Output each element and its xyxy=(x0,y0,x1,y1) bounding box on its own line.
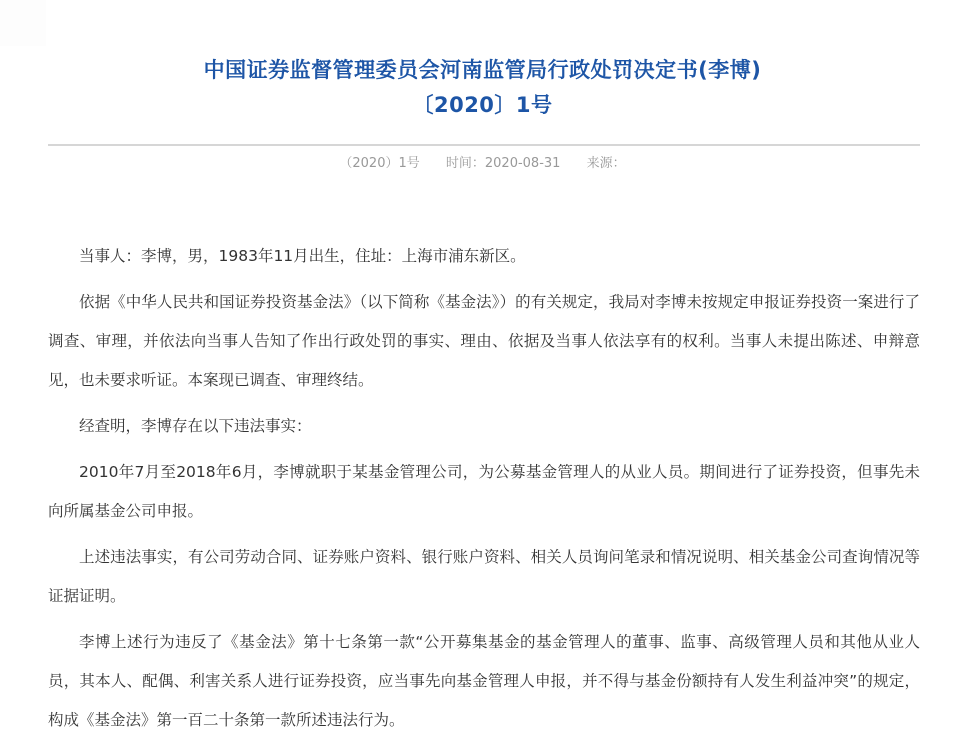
meta-publish-time: 时间：2020-08-31 xyxy=(445,156,561,171)
document-number-title: 〔2020〕1号 xyxy=(412,93,553,117)
paragraph-findings-intro: 经查明，李博存在以下违法事实： xyxy=(79,417,312,435)
document-meta xyxy=(0,155,965,173)
document-header xyxy=(0,0,965,123)
meta-source: 来源： xyxy=(586,156,626,171)
paragraph-legal-conclusion: 李博上述行为违反了《基金法》第十七条第一款“公开募集基金的基金管理人的董事、监事、高级管理人员和其他从业人员，其本人、配偶、利害关系人进行证券投资，应当事先向基金管理人申报，并不得与基金份额持有人发生利益冲突”的规定，构成《基金法》第一百二十条第一款所述违法行为。 xyxy=(48,633,920,729)
paragraph-evidence: 上述违法事实，有公司劳动合同、证券账户资料、银行账户资料、相关人员询问笔录和情况说明、相关基金公司查询情况等证据证明。 xyxy=(48,548,920,605)
paragraph-legal-basis: 依据《中华人民共和国证券投资基金法》（以下简称《基金法》）的有关规定，我局对李博未按规定申报证券投资一案进行了调查、审理，并依法向当事人告知了作出行政处罚的事实、理由、依据及当事人依法享有的权利。当事人未提出陈述、申辩意见，也未要求听证。本案现已调查、审理终结。 xyxy=(48,293,920,389)
paragraph-violation-facts: 2010年7月至2018年6月，李博就职于某基金管理公司，为公募基金管理人的从业人员。期间进行了证券投资，但事先未向所属基金公司申报。 xyxy=(48,463,920,520)
paragraph-party-info: 当事人：李博，男，1983年11月出生，住址：上海市浦东新区。 xyxy=(79,247,526,265)
meta-doc-number: （2020）1号 xyxy=(339,156,420,171)
header-divider xyxy=(48,144,920,146)
corner-artifact xyxy=(0,0,46,46)
document-title: 中国证券监督管理委员会河南监管局行政处罚决定书(李博) xyxy=(203,58,762,82)
document-body xyxy=(48,237,920,740)
